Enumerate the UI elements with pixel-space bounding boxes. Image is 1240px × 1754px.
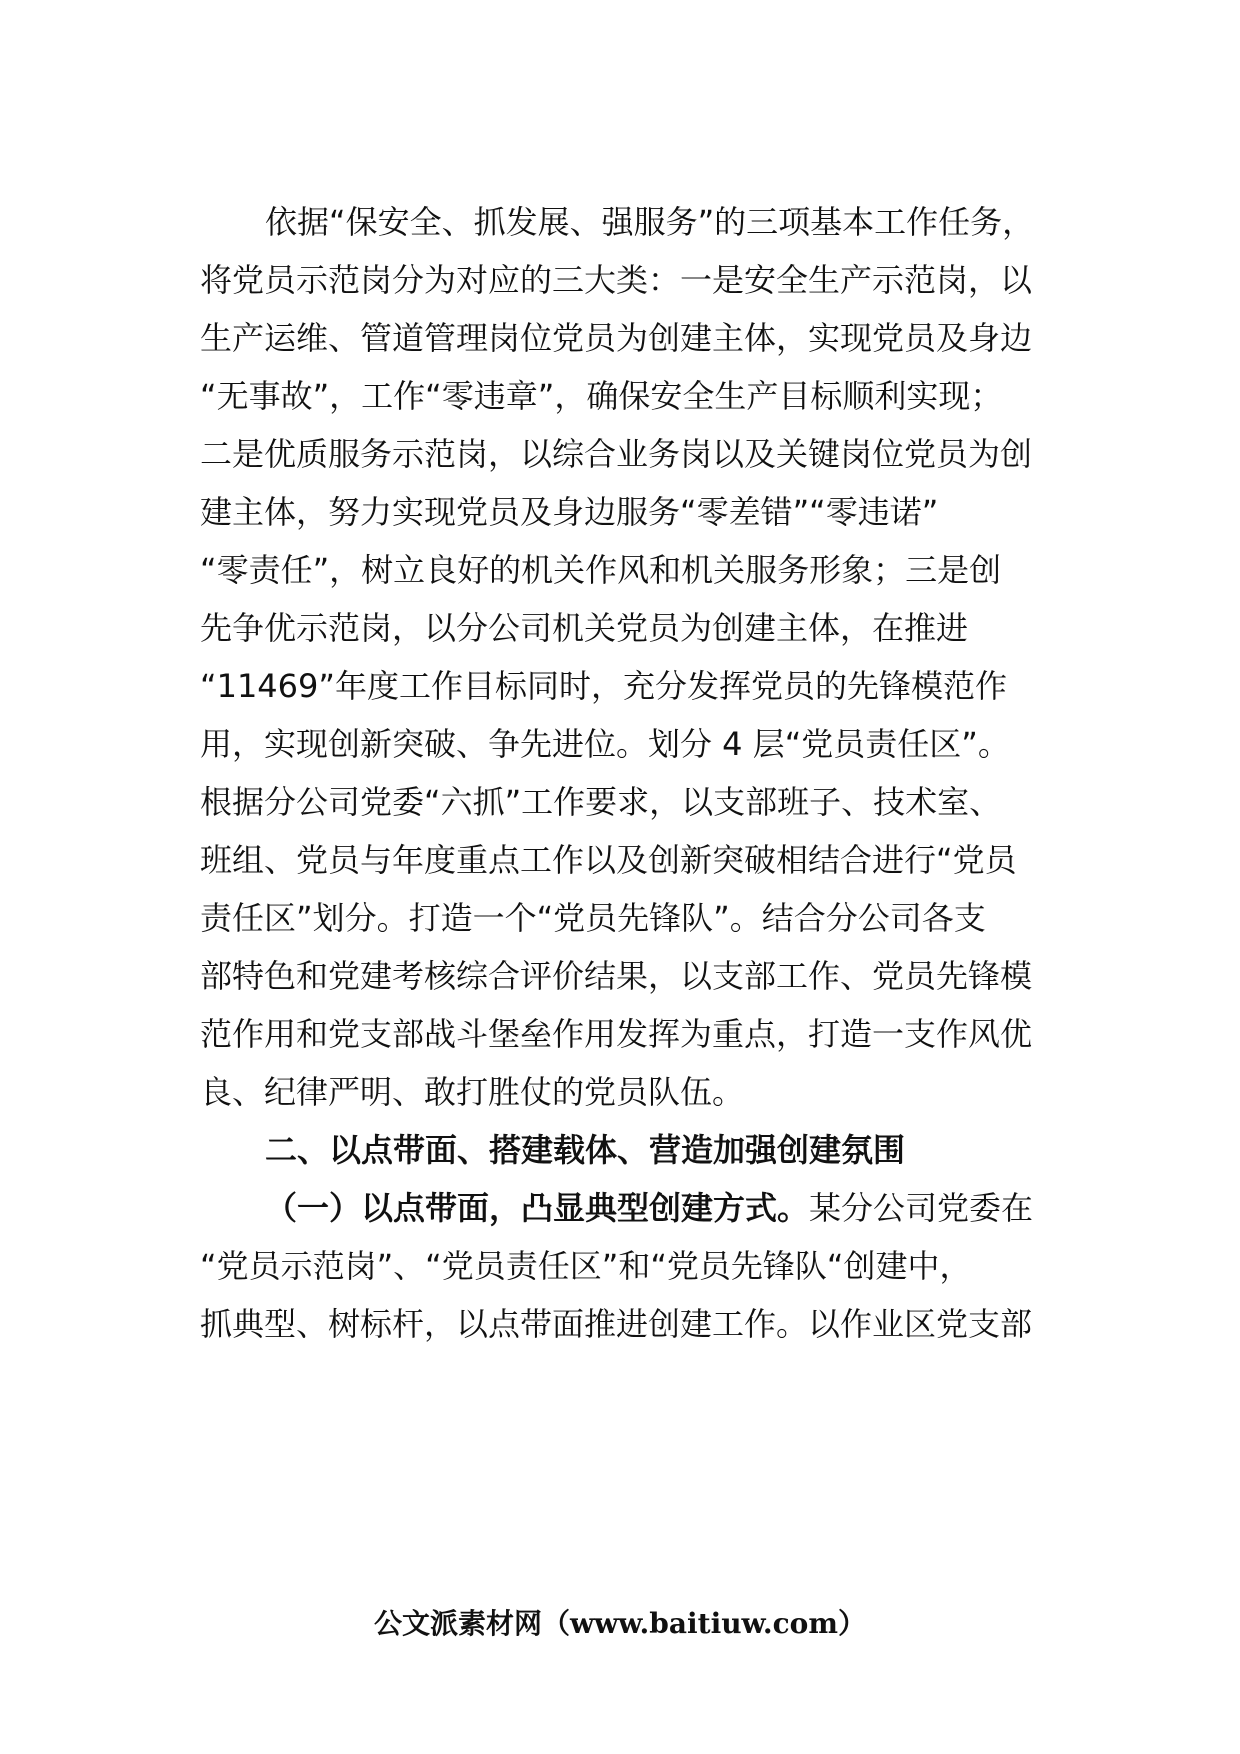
paragraph-line: 用，实现创新突破、争先进位。划分 4 层“党员责任区”。 [200, 725, 1010, 763]
paragraph-line: “党员示范岗”、“党员责任区”和“党员先锋队“创建中， [200, 1247, 972, 1285]
subsection-line [265, 1186, 1033, 1230]
paragraph-line: 良、纪律严明、敢打胜仗的党员队伍。 [200, 1073, 745, 1111]
paragraph-line: 抓典型、树标杆，以点带面推进创建工作。以作业区党支部 [200, 1305, 1033, 1343]
paragraph-line: 将党员示范岗分为对应的三大类：一是安全生产示范岗，以 [200, 261, 1033, 299]
section-heading: 二、以点带面、搭建载体、营造加强创建氛围 [265, 1131, 906, 1169]
paragraph-line: “11469”年度工作目标同时，充分发挥党员的先锋模范作 [200, 667, 1007, 705]
paragraph-line: 二是优质服务示范岗，以综合业务岗以及关键岗位党员为创 [200, 435, 1033, 473]
paragraph-line: 依据“保安全、抓发展、强服务”的三项基本工作任务， [265, 203, 1035, 241]
paragraph-line: 责任区”划分。打造一个“党员先锋队”。结合分公司各支 [200, 899, 986, 937]
paragraph-line: “无事故”，工作“零违章”，确保安全生产目标顺利实现； [200, 377, 1003, 415]
paragraph-line: 部特色和党建考核综合评价结果，以支部工作、党员先锋模 [200, 957, 1033, 995]
subsection-heading: （一）以点带面，凸显典型创建方式。 [265, 1189, 810, 1227]
paragraph-line: “零责任”，树立良好的机关作风和机关服务形象；三是创 [200, 551, 1002, 589]
footer-watermark: 公文派素材网（www.baitiuw.com） [374, 1607, 866, 1640]
paragraph-line: 生产运维、管道管理岗位党员为创建主体，实现党员及身边 [200, 319, 1033, 357]
paragraph-line: 范作用和党支部战斗堡垒作用发挥为重点，打造一支作风优 [200, 1015, 1033, 1053]
paragraph-line: 建主体，努力实现党员及身边服务“零差错”“零违诺” [200, 493, 939, 531]
paragraph-line: 根据分公司党委“六抓”工作要求，以支部班子、技术室、 [200, 783, 1002, 821]
paragraph-line: 先争优示范岗，以分公司机关党员为创建主体，在推进 [200, 609, 969, 647]
paragraph-line: 班组、党员与年度重点工作以及创新突破相结合进行“党员 [200, 841, 1017, 879]
subsection-text: 某分公司党委在 [809, 1189, 1034, 1227]
